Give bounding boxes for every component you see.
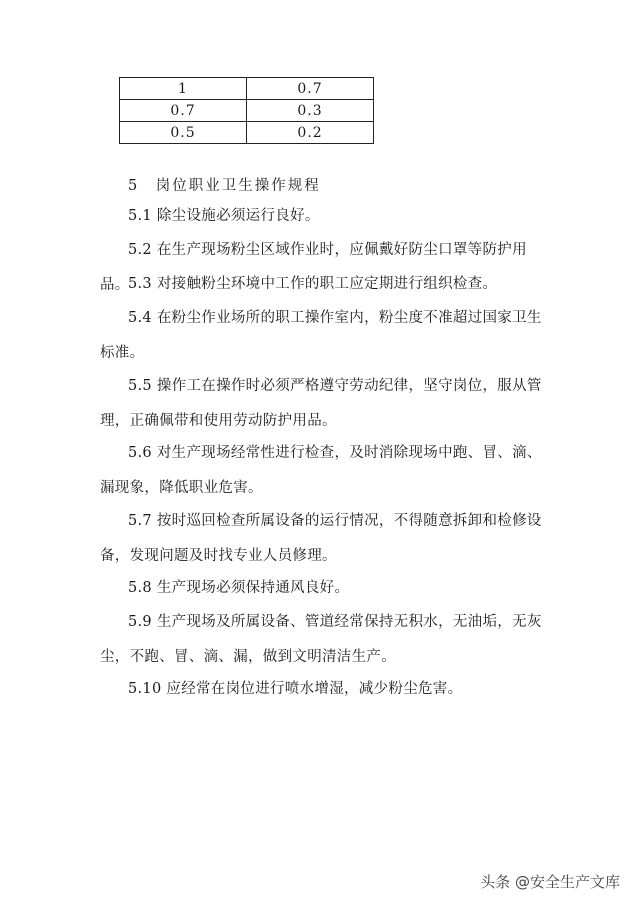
table-cell: 0.2 bbox=[247, 122, 374, 144]
rule-item-5-6: 5.6 对生产现场经常性进行检查，及时消除现场中跑、冒、滴、漏现象，降低职业危害。 bbox=[100, 445, 542, 496]
table-cell: 0.7 bbox=[120, 100, 247, 122]
table-row bbox=[120, 100, 374, 122]
rule-item-5-3: 5.3 对接触粉尘环境中工作的职工应定期进行组织检查。 bbox=[128, 276, 498, 292]
table-cell: 0.5 bbox=[120, 122, 247, 144]
table-cell: 0.3 bbox=[247, 100, 374, 122]
rule-item-5-7: 5.7 按时巡回检查所属设备的运行情况，不得随意拆卸和检修设备，发现问题及时找专业人员修理。 bbox=[100, 513, 542, 564]
rule-item-5-9: 5.9 生产现场及所属设备、管道经常保持无积水，无油垢，无灰尘，不跑、冒、滴、漏，做到文明清洁生产。 bbox=[100, 614, 542, 665]
rule-item-5-2: 5.2 在生产现场粉尘区域作业时，应佩戴好防尘口罩等防护用品。 bbox=[100, 242, 527, 293]
rule-item-5-10: 5.10 应经常在岗位进行喷水增湿，减少粉尘危害。 bbox=[128, 681, 463, 697]
table-cell: 0.7 bbox=[247, 78, 374, 100]
section-heading: 5 岗位职业卫生操作规程 bbox=[128, 178, 321, 194]
rule-item-5-4: 5.4 在粉尘作业场所的职工操作室内，粉尘度不准超过国家卫生标准。 bbox=[100, 310, 542, 361]
table-row bbox=[120, 78, 374, 100]
rule-item-5-5: 5.5 操作工在操作时必须严格遵守劳动纪律，坚守岗位，服从管理，正确佩带和使用劳动防护用品。 bbox=[100, 378, 542, 429]
table-cell: 1 bbox=[120, 78, 247, 100]
table-row bbox=[120, 122, 374, 144]
rule-item-5-1: 5.1 除尘设施必须运行良好。 bbox=[128, 208, 320, 224]
value-table bbox=[119, 77, 374, 144]
rule-item-5-8: 5.8 生产现场必须保持通风良好。 bbox=[128, 580, 350, 596]
source-watermark: 头条 @安全生产文库 bbox=[480, 873, 620, 891]
